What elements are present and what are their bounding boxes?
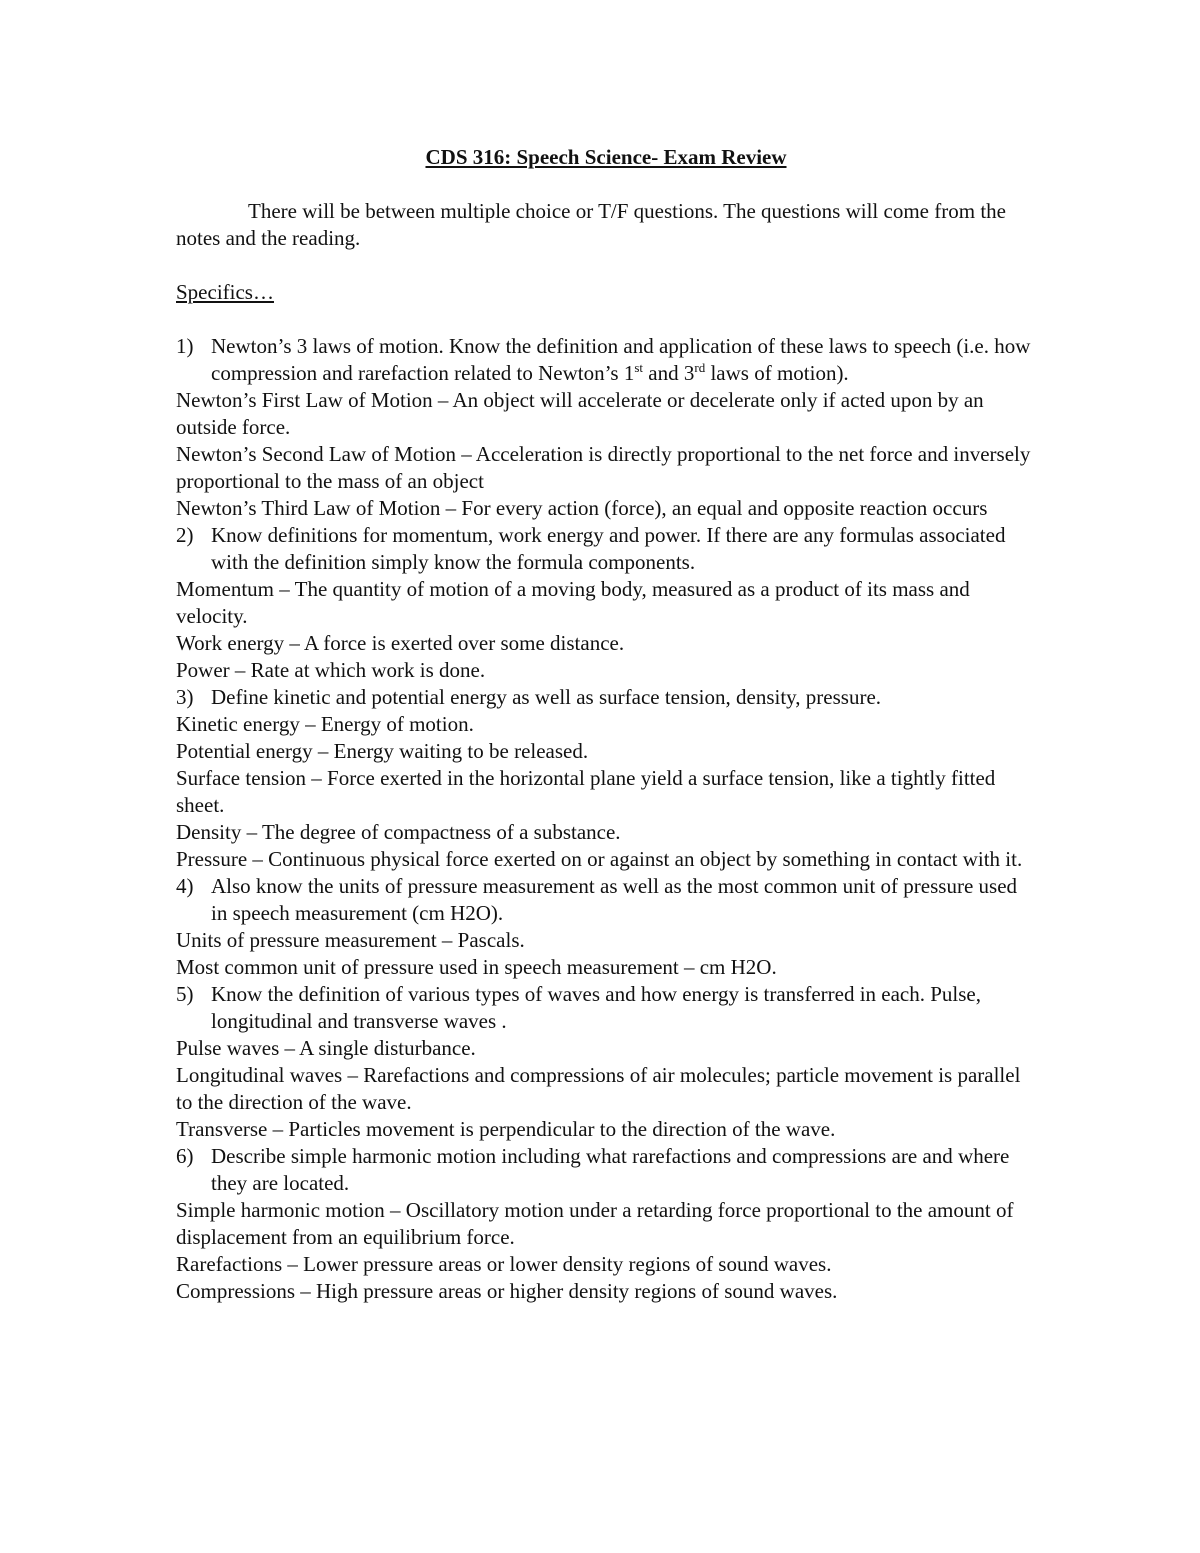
item-text: Know definitions for momentum, work energy and power. If there are any formulas associated with the definition simply know the formula components. bbox=[211, 523, 1006, 574]
list-item bbox=[176, 981, 1036, 1035]
document-body bbox=[176, 144, 1036, 1305]
list-item bbox=[176, 522, 1036, 576]
definition-newton-first: Newton’s First Law of Motion – An object will accelerate or decelerate only if acted upon by an outside force. bbox=[176, 388, 984, 439]
definition-surface-tension: Surface tension – Force exerted in the horizontal plane yield a surface tension, like a tightly fitted sheet. bbox=[176, 766, 996, 817]
definition-longitudinal: Longitudinal waves – Rarefactions and compressions of air molecules; particle movement is parallel to the direction of the wave. bbox=[176, 1063, 1021, 1114]
item-text: Know the definition of various types of waves and how energy is transferred in each. Pulse, longitudinal and transverse waves . bbox=[211, 982, 981, 1033]
item-text: Describe simple harmonic motion including what rarefactions and compressions are and where they are located. bbox=[211, 1144, 1010, 1195]
definition-transverse: Transverse – Particles movement is perpendicular to the direction of the wave. bbox=[176, 1117, 836, 1141]
definition-pressure: Pressure – Continuous physical force exerted on or against an object by something in contact with it. bbox=[176, 847, 1023, 871]
definition-common-unit: Most common unit of pressure used in speech measurement – cm H2O. bbox=[176, 955, 777, 979]
definition-newton-second: Newton’s Second Law of Motion – Acceleration is directly proportional to the net force and inversely proportional to the mass of an object bbox=[176, 442, 1031, 493]
item-text: Define kinetic and potential energy as well as surface tension, density, pressure. bbox=[211, 685, 882, 709]
superscript: st bbox=[634, 360, 644, 375]
specifics-heading: Specifics… bbox=[176, 280, 274, 304]
item-text bbox=[211, 333, 1036, 387]
definition-momentum: Momentum – The quantity of motion of a moving body, measured as a product of its mass and velocity. bbox=[176, 577, 970, 628]
definition-density: Density – The degree of compactness of a substance. bbox=[176, 820, 621, 844]
item-text-part: laws of motion). bbox=[705, 361, 849, 385]
definition-shm: Simple harmonic motion – Oscillatory motion under a retarding force proportional to the amount of displacement from an equilibrium force. bbox=[176, 1198, 1014, 1249]
definition-compressions: Compressions – High pressure areas or higher density regions of sound waves. bbox=[176, 1279, 838, 1303]
intro-paragraph: There will be between multiple choice or T/F questions. The questions will come from the notes and the reading. bbox=[176, 199, 1006, 250]
definition-rarefactions: Rarefactions – Lower pressure areas or lower density regions of sound waves. bbox=[176, 1252, 832, 1276]
definition-kinetic: Kinetic energy – Energy of motion. bbox=[176, 712, 474, 736]
item-number: 6) bbox=[176, 1144, 194, 1168]
item-text-part: Newton’s 3 laws of motion. Know the definition and application of these laws to speech (i.e. how compression and rarefaction related to Newton’s 1 bbox=[211, 334, 1031, 385]
item-number: 4) bbox=[176, 874, 194, 898]
list-item bbox=[176, 684, 1036, 711]
item-number: 1) bbox=[176, 334, 194, 358]
definition-power: Power – Rate at which work is done. bbox=[176, 658, 486, 682]
definition-pulse-waves: Pulse waves – A single disturbance. bbox=[176, 1036, 476, 1060]
list-item bbox=[176, 873, 1036, 927]
definition-potential: Potential energy – Energy waiting to be released. bbox=[176, 739, 589, 763]
item-text-part: and 3 bbox=[643, 361, 695, 385]
superscript: rd bbox=[694, 360, 706, 375]
definition-work-energy: Work energy – A force is exerted over some distance. bbox=[176, 631, 625, 655]
document-title: CDS 316: Speech Science- Exam Review bbox=[425, 145, 787, 169]
item-number: 5) bbox=[176, 982, 194, 1006]
list-item bbox=[176, 333, 1036, 387]
item-number: 2) bbox=[176, 523, 194, 547]
definition-units-pressure: Units of pressure measurement – Pascals. bbox=[176, 928, 525, 952]
item-number: 3) bbox=[176, 685, 194, 709]
item-text: Also know the units of pressure measurement as well as the most common unit of pressure used in speech measurement (cm H2O). bbox=[211, 874, 1018, 925]
list-item bbox=[176, 1143, 1036, 1197]
definition-newton-third: Newton’s Third Law of Motion – For every action (force), an equal and opposite reaction occurs bbox=[176, 496, 988, 520]
